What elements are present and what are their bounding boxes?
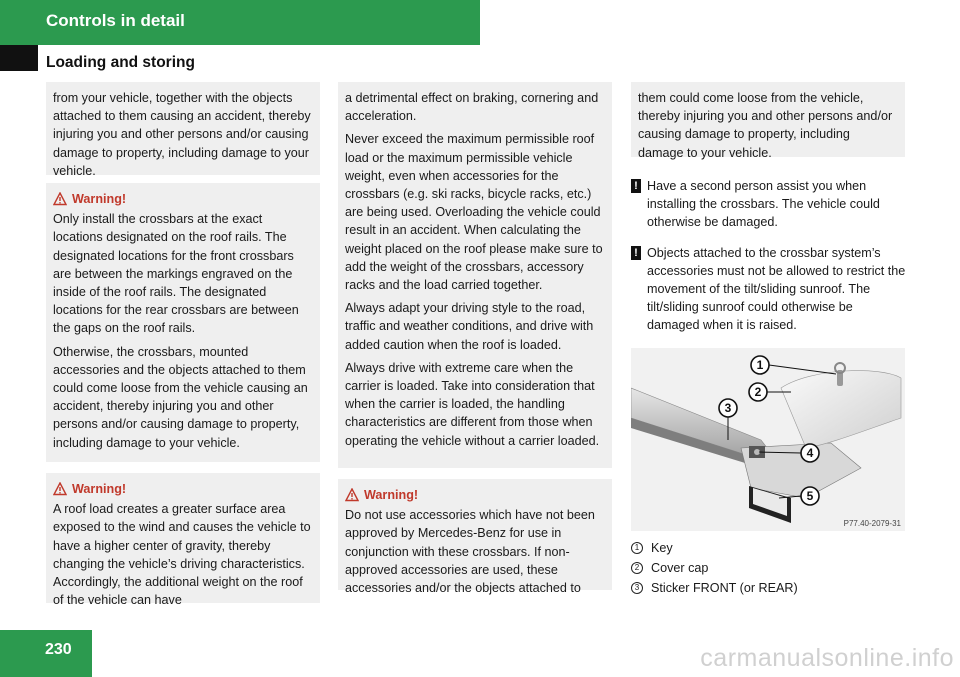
warning-panel-3 (338, 479, 612, 596)
col2-paragraph-4: Always drive with extreme care when the carrier is loaded. Take into consideration that when the carrier is loaded, the handling characteristics are different from those when operating the vehicle without a carrier loaded. (345, 360, 600, 448)
legend-number: 1 (631, 542, 643, 554)
legend-label: Cover cap (651, 561, 709, 575)
legend-label: Sticker FRONT (or REAR) (651, 581, 798, 595)
warning-title: Warning! (364, 488, 419, 502)
warning-title: Warning! (72, 482, 127, 496)
warning2-paragraph-1: A roof load creates a greater surface area exposed to the wind and causes the vehicle to have a higher center of gravity, thereby changing the vehicle’s driving characteristics. Accordingly, the additional weight on the roof of the vehicle can have (53, 502, 311, 608)
callout-2: 2 (754, 385, 762, 399)
callout-3: 3 (724, 401, 732, 415)
legend-item (631, 578, 798, 598)
legend-number: 2 (631, 562, 643, 574)
exclamation-icon: ! (631, 179, 641, 193)
warning-panel-1 (46, 183, 320, 462)
warning1-paragraph-1: Only install the crossbars at the exact locations designated on the roof rails. The designated locations for the front crossbars are between the markings engraved on the inside of the roof rails. The designated locations for the rear crossbars are between the gaps on the roof rails. (53, 212, 299, 336)
warning-heading (345, 486, 605, 504)
callout-4: 4 (806, 446, 814, 460)
col3-intro-text: them could come loose from the vehicle, thereby injuring you and other persons and/or causing damage to property, including damage to your vehicle. (638, 91, 893, 160)
warning3-paragraph-1: Do not use accessories which have not been approved by Mercedes-Benz for use in conjunction with these crossbars. If non-approved accessories are used, these accessories and/or the objects attached to (345, 508, 595, 596)
note-2 (631, 244, 907, 335)
crossbar-figure (631, 348, 905, 531)
figure-code: P77.40-2079-31 (843, 519, 901, 528)
note-1 (631, 177, 907, 232)
legend-item (631, 558, 798, 578)
warning-triangle-icon (345, 488, 359, 502)
warning-title: Warning! (72, 192, 127, 206)
chapter-title: Controls in detail (46, 11, 185, 30)
warning-heading (53, 480, 313, 498)
warning-triangle-icon (53, 482, 67, 496)
notes-block (631, 177, 907, 347)
note-2-text: Objects attached to the crossbar system’s accessories must not be allowed to restrict the movement of the tilt/sliding sunroof. The tilt/sliding sunroof could otherwise be damaged when it is raised. (647, 245, 906, 333)
col2-paragraph-2: Never exceed the maximum permissible roof load or the maximum permissible vehicle weight, even when accessories for the crossbars (e.g. ski racks, bicycle racks, etc.) are being used. Overloading the vehicle could result in an accident. When calculating the weight placed on the roof please make sure to add the weight of the crossbars, accessory racks and the load carried together. (345, 132, 603, 293)
warning-panel-2 (46, 473, 320, 608)
corner-block (0, 45, 38, 71)
crossbar-illustration (631, 348, 905, 531)
warning1-paragraph-2: Otherwise, the crossbars, mounted accessories and the objects attached to them could come loose from the vehicle causing an accident, thereby injuring you and other persons and/or causing damage to property, including damage to your vehicle. (53, 344, 308, 450)
callout-5: 5 (806, 489, 814, 503)
legend-item (631, 538, 798, 558)
exclamation-icon: ! (631, 246, 641, 260)
col2-paragraph-1: a detrimental effect on braking, cornering and acceleration. (345, 91, 599, 124)
figure-legend (631, 538, 798, 598)
page-number: 230 (45, 641, 72, 658)
intro-panel-col1 (46, 82, 320, 178)
warning-triangle-icon (53, 192, 67, 206)
warning-heading (53, 190, 313, 208)
note-1-text: Have a second person assist you when installing the crossbars. The vehicle could otherwise be damaged. (647, 179, 880, 230)
section-title: Loading and storing (46, 54, 195, 71)
intro-panel-col3 (631, 82, 905, 160)
callout-1: 1 (756, 358, 764, 372)
main-panel-col2 (338, 82, 612, 468)
col2-paragraph-3: Always adapt your driving style to the road, traffic and weather conditions, and drive with added caution when the roof is loaded. (345, 301, 594, 352)
col1-intro-text: from your vehicle, together with the objects attached to them causing an accident, thereby injuring you and other persons and/or causing damage to property, including damage to your vehicle. (53, 91, 311, 178)
watermark: carmanualsonline.info (700, 644, 954, 672)
legend-label: Key (651, 541, 673, 555)
legend-number: 3 (631, 582, 643, 594)
